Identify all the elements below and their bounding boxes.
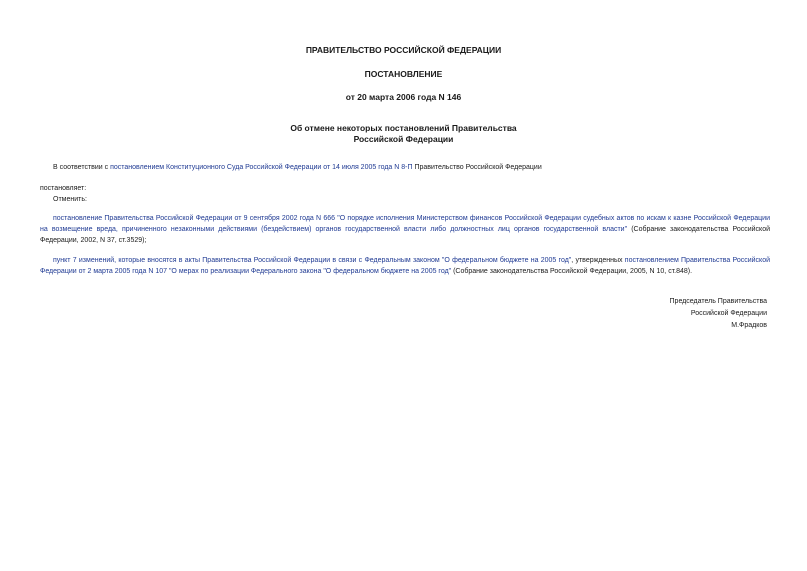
signature-block bbox=[670, 296, 767, 332]
document-title-line2: Российской Федерации bbox=[353, 134, 454, 144]
document-title-line1: Об отмене некоторых постановлений Правительства bbox=[290, 123, 517, 133]
preamble-prefix: В соответствии с bbox=[53, 164, 111, 171]
signatory-title-line2: Российской Федерации bbox=[690, 310, 767, 317]
cancelled-item-2 bbox=[40, 255, 770, 277]
preamble-suffix: Правительство Российской Федерации bbox=[412, 164, 542, 171]
decree-107-link[interactable]: постановлением Правительства Российской Федерации от 2 марта 2005 года N 107 "О мерах по реализации Федерального закона "О федеральном бюджете на 2005 год" bbox=[40, 257, 771, 275]
decree-666-link[interactable]: постановление Правительства Российской Федерации от 9 сентября 2002 года N 666 "О порядке исполнения Министерством финансов Российской Федерации судебных актов по искам к казне Российской Федерации на возмещение вреда, причиненного незаконными действиями (бездействием) органов государственной власти либо должностных лиц органов государственной власти" bbox=[40, 215, 770, 233]
signatory-title-line1: Председатель Правительства bbox=[669, 298, 767, 305]
signatory-name: М.Фрадков bbox=[731, 322, 767, 329]
item2-source: (Собрание законодательства Российской Федерации, 2005, N 10, ст.848). bbox=[451, 268, 693, 275]
changes-item-7-link[interactable]: пункт 7 изменений, которые вносятся в акты Правительства Российской Федерации в связи с Федеральным законом "О федеральном бюджете на 2005 год" bbox=[53, 257, 572, 264]
decrees-text: постановляет: bbox=[40, 185, 87, 192]
cancelled-item-1 bbox=[40, 213, 770, 246]
document-type-heading: ПОСТАНОВЛЕНИЕ bbox=[364, 69, 443, 79]
date-number-heading: от 20 марта 2006 года N 146 bbox=[345, 92, 462, 102]
item2-mid: , утвержденных bbox=[571, 257, 625, 264]
preamble-paragraph bbox=[53, 162, 773, 173]
item1-source: (Собрание законодательства Российской Федерации, 2002, N 37, ст.3529); bbox=[40, 226, 770, 244]
cancel-text: Отменить: bbox=[53, 196, 87, 203]
issuer-heading: ПРАВИТЕЛЬСТВО РОССИЙСКОЙ ФЕДЕРАЦИИ bbox=[305, 45, 502, 55]
constitutional-court-ruling-link[interactable]: постановлением Конституционного Суда Российской Федерации от 14 июля 2005 года N 8-П bbox=[110, 164, 413, 171]
